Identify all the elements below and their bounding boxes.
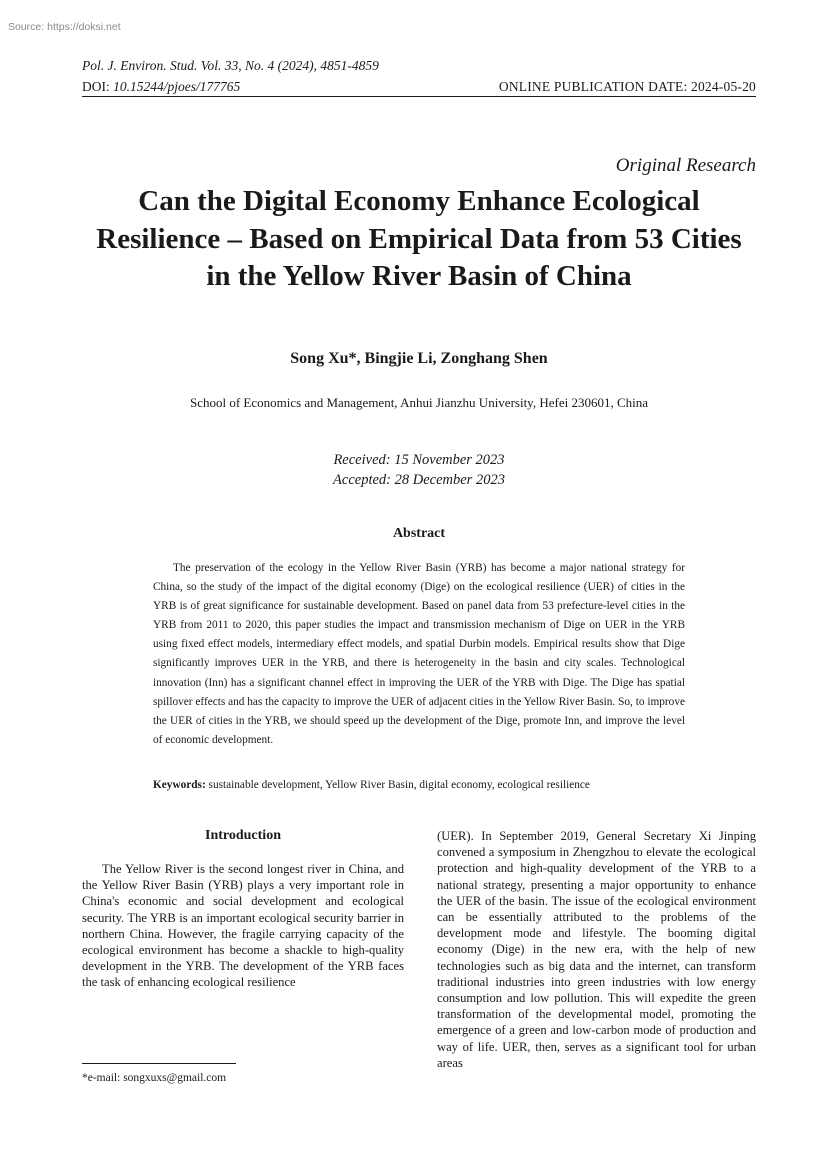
affiliation: School of Economics and Management, Anhui Jianzhu University, Hefei 230601, China: [189, 395, 649, 410]
source-watermark: Source: https://doksi.net: [8, 21, 121, 33]
journal-citation: Pol. J. Environ. Stud. Vol. 33, No. 4 (2024), 4851-4859: [82, 58, 379, 73]
article-title: Can the Digital Economy Enhance Ecological Resilience – Based on Empirical Data from 53 Cities in the Yellow River Basin of China: [96, 185, 742, 292]
introduction-heading: Introduction: [205, 828, 281, 843]
publication-date: ONLINE PUBLICATION DATE: 2024-05-20: [498, 79, 756, 94]
doi-value[interactable]: 10.15244/pjoes/177765: [113, 79, 241, 94]
footnote-email: *e-mail: songxuxs@gmail.com: [82, 1072, 227, 1084]
introduction-column-left: The Yellow River is the second longest river in China, and the Yellow River Basin (YRB) plays a very important role in China's economic and social development and ecological security. The YRB is an important ecological security barrier in northern China. However, the fragile carrying capacity of the ecological environment has become a shackle to high-quality development in the YRB. The development of the YRB faces the task of enhancing ecological resilience: [82, 862, 404, 990]
keywords-label: Keywords:: [153, 779, 206, 791]
accepted-date: Accepted: 28 December 2023: [333, 471, 505, 488]
footnote-divider: [82, 1063, 236, 1064]
abstract-heading: Abstract: [392, 526, 446, 541]
keywords-text: sustainable development, Yellow River Basin, digital economy, ecological resilience: [205, 779, 590, 791]
received-date: Received: 15 November 2023: [333, 452, 505, 468]
header-divider: [82, 96, 756, 97]
doi-line: [82, 79, 240, 95]
introduction-column-right: (UER). In September 2019, General Secretary Xi Jinping convened a symposium in Zhengzhou to elevate the ecological protection and high-quality development of the YRB to a national strategy, presenting a major opportunity to enhance the UER of the basin. The issue of the ecological environment can be essentially attributed to the problems of the development mode and lifestyle. The booming digital economy (Dige) in the new era, with the help of new technologies such as big data and the internet, can transform traditional industries into green industries with low energy consumption and low pollution. This will expedite the green transformation of the developmental model, promoting the emergence of a green and low-carbon mode of production and way of life. UER, then, serves as a significant tool for urban areas: [437, 829, 756, 1070]
author-list: Song Xu*, Bingjie Li, Zonghang Shen: [290, 350, 548, 367]
keywords: [153, 779, 713, 791]
article-dates: [82, 451, 756, 490]
article-type: Original Research: [615, 155, 756, 176]
doi-label: DOI:: [82, 79, 114, 94]
abstract-text: The preservation of the ecology in the Yellow River Basin (YRB) has become a major national strategy for China, so the study of the impact of the digital economy (Dige) on the ecological resilience (UER) of cities in the YRB is of great significance for sustainable development. Based on panel data from 53 prefecture-level cities in the YRB from 2011 to 2020, this paper studies the impact and transmission mechanism of Dige on UER in the YRB using fixed effect models, intermediary effect models, and spatial Durbin models. Empirical results show that Dige significantly improves UER in the YRB, and there is heterogeneity in the basin and city scales. Technological innovation (Inn) has a significant channel effect in improving the UER of the YRB with Dige. The Dige has spatial spillover effects and has the capacity to improve the UER of adjacent cities in the Yellow River Basin. So, to improve the UER of cities in the YRB, we should speed up the development of the Dige, promote Inn, and improve the level of economic development.: [153, 562, 685, 746]
